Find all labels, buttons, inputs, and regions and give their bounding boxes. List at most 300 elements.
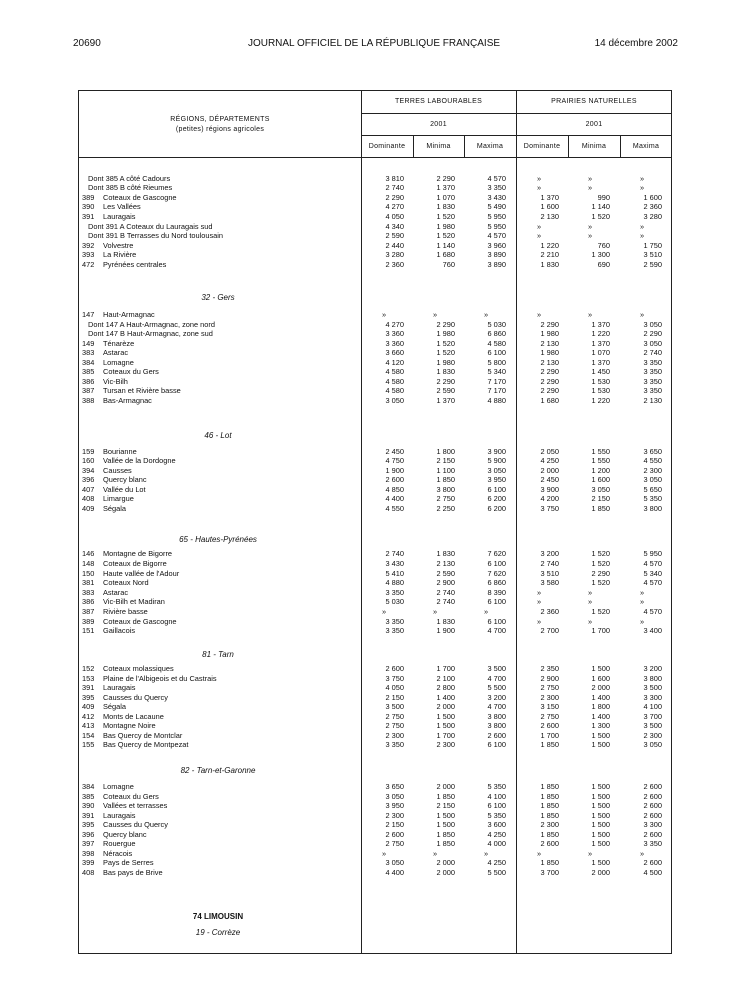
row-value: 2 000: [436, 868, 455, 877]
row-label: Dont 385 B côté Rieumes: [88, 183, 173, 192]
row-value: 1 850: [540, 801, 559, 810]
row-label: Ségala: [103, 504, 127, 513]
row-value: 4 570: [643, 607, 662, 616]
row-value: 6 100: [487, 348, 506, 357]
row-label: Causses: [103, 466, 132, 475]
row-value: 1 850: [436, 792, 455, 801]
row-value: 2 210: [540, 250, 559, 259]
table-row: [0, 367, 748, 377]
table-row: [0, 183, 748, 193]
row-value: 6 100: [487, 559, 506, 568]
row-label: Vallée de la Dordogne: [103, 456, 176, 465]
row-value: 1 850: [436, 830, 455, 839]
row-label: Ténarèze: [103, 339, 135, 348]
row-name: [103, 820, 356, 830]
section-correze: 19 - Corrèze: [195, 928, 241, 937]
row-value: 3 150: [540, 702, 559, 711]
row-name: [103, 348, 356, 358]
row-value: 2 290: [540, 386, 559, 395]
row-value: 1 520: [591, 607, 610, 616]
row-value: 4 120: [385, 358, 404, 367]
row-value: 2 600: [643, 801, 662, 810]
row-label: Plaine de l'Albigeois et du Castrais: [103, 674, 217, 683]
row-value: 5 500: [487, 868, 506, 877]
row-value: 1 830: [436, 617, 455, 626]
row-value: 1 200: [591, 466, 610, 475]
row-value: »: [381, 607, 387, 616]
row-value: 4 270: [385, 320, 404, 329]
row-value: 4 250: [487, 830, 506, 839]
row-value: 6 200: [487, 504, 506, 513]
row-name: [103, 801, 356, 811]
row-label: Bourianne: [103, 447, 137, 456]
leader-dots: [103, 818, 356, 819]
table-row: [0, 868, 748, 878]
row-label: Coteaux de Gascogne: [103, 617, 177, 626]
row-value: 3 360: [385, 329, 404, 338]
table-row: [0, 348, 748, 358]
row-code: 389: [82, 193, 95, 202]
leader-dots: [103, 595, 356, 596]
row-code: 153: [82, 674, 95, 683]
row-label: Dont 391 A Coteaux du Lauragais sud: [88, 222, 213, 231]
row-label: Haute vallée de l'Adour: [103, 569, 180, 578]
row-label: Montagne de Bigorre: [103, 549, 173, 558]
row-value: 2 150: [385, 693, 404, 702]
row-code: 396: [82, 475, 95, 484]
section-tarn-et-garonne: 82 - Tarn-et-Garonne: [180, 766, 256, 775]
row-value: 3 050: [643, 740, 662, 749]
row-label: Vic-Bilh: [103, 377, 128, 386]
row-value: 2 740: [385, 549, 404, 558]
row-value: 2 600: [487, 731, 506, 740]
row-code: 386: [82, 377, 95, 386]
row-value: »: [483, 849, 489, 858]
row-value: 3 430: [385, 559, 404, 568]
row-value: 1 500: [591, 830, 610, 839]
row-value: 1 100: [436, 466, 455, 475]
row-code: 413: [82, 721, 95, 730]
row-value: 1 520: [436, 231, 455, 240]
row-name: [103, 386, 356, 396]
row-value: 2 150: [385, 820, 404, 829]
row-code: 389: [82, 617, 95, 626]
row-value: 3 510: [540, 569, 559, 578]
row-value: 2 590: [436, 386, 455, 395]
row-value: 1 500: [436, 811, 455, 820]
row-value: 2 000: [436, 702, 455, 711]
row-value: 4 750: [385, 456, 404, 465]
row-value: 3 350: [487, 183, 506, 192]
row-value: 2 290: [436, 320, 455, 329]
row-label: Causses du Quercy: [103, 820, 168, 829]
row-value: 2 130: [540, 339, 559, 348]
header-line: [361, 135, 672, 136]
row-value: 1 600: [591, 674, 610, 683]
row-value: 4 400: [385, 494, 404, 503]
row-value: 1 530: [591, 386, 610, 395]
row-value: 2 150: [591, 494, 610, 503]
row-code: 152: [82, 664, 95, 673]
row-value: 1 600: [591, 475, 610, 484]
row-value: 3 400: [643, 626, 662, 635]
row-value: 2 130: [540, 212, 559, 221]
row-value: 1 850: [540, 811, 559, 820]
row-value: 3 300: [643, 820, 662, 829]
row-value: 3 350: [643, 839, 662, 848]
row-value: »: [587, 222, 593, 231]
row-code: 384: [82, 358, 95, 367]
row-label: Limargue: [103, 494, 134, 503]
leader-dots: [103, 248, 356, 249]
row-value: 1 850: [436, 839, 455, 848]
header-line: [361, 113, 672, 114]
row-label: Dont 147 B Haut-Armagnac, zone sud: [88, 329, 213, 338]
row-value: 1 980: [436, 358, 455, 367]
row-value: 1 370: [540, 193, 559, 202]
row-value: 1 980: [540, 348, 559, 357]
row-value: 1 370: [591, 358, 610, 367]
leader-dots: [103, 257, 356, 258]
row-value: »: [587, 588, 593, 597]
row-value: 1 850: [540, 740, 559, 749]
row-value: 2 050: [540, 447, 559, 456]
row-value: 5 340: [643, 569, 662, 578]
row-value: 4 050: [385, 683, 404, 692]
row-value: 3 350: [643, 358, 662, 367]
row-name: [103, 456, 356, 466]
table-row: [0, 396, 748, 406]
row-value: 1 370: [436, 183, 455, 192]
row-value: 1 520: [436, 339, 455, 348]
row-name: [103, 626, 356, 636]
row-code: 407: [82, 485, 95, 494]
row-value: 3 360: [385, 339, 404, 348]
section-lot: 46 - Lot: [204, 431, 232, 440]
row-label: Astarac: [103, 348, 129, 357]
row-name: [103, 310, 356, 320]
leader-dots: [103, 501, 356, 502]
row-value: 1 680: [436, 250, 455, 259]
row-value: 3 050: [385, 858, 404, 867]
group-terres: TERRES LABOURABLES: [394, 98, 483, 105]
row-value: 3 050: [385, 792, 404, 801]
section-limousin: 74 LIMOUSIN: [192, 912, 244, 921]
row-value: 2 290: [385, 193, 404, 202]
row-value: 2 800: [436, 683, 455, 692]
row-value: 6 100: [487, 485, 506, 494]
row-value: 1 220: [591, 329, 610, 338]
row-value: 1 530: [591, 377, 610, 386]
row-value: 1 500: [436, 721, 455, 730]
row-name: [103, 740, 356, 750]
row-value: 1 520: [436, 348, 455, 357]
row-value: 2 300: [643, 466, 662, 475]
leader-dots: [103, 384, 356, 385]
row-value: 1 370: [591, 339, 610, 348]
row-value: »: [536, 617, 542, 626]
row-code: 392: [82, 241, 95, 250]
row-label: Montagne Noire: [103, 721, 156, 730]
row-name: [103, 202, 356, 212]
row-value: 3 650: [385, 782, 404, 791]
row-value: 4 700: [487, 674, 506, 683]
row-value: 1 500: [591, 801, 610, 810]
row-code: 399: [82, 858, 95, 867]
row-value: 3 500: [643, 683, 662, 692]
table-row: [0, 549, 748, 559]
row-value: 4 400: [385, 868, 404, 877]
row-label: Monts de Lacaune: [103, 712, 164, 721]
row-value: 3 350: [385, 626, 404, 635]
row-value: 1 500: [591, 858, 610, 867]
page-number: 20690: [73, 38, 101, 49]
row-value: 2 700: [540, 626, 559, 635]
table-row: [0, 475, 748, 485]
row-label: Bas Quercy de Montpezat: [103, 740, 189, 749]
year-terres: 2001: [430, 121, 447, 128]
row-value: 1 370: [436, 396, 455, 405]
row-value: 4 580: [385, 367, 404, 376]
row-name: [103, 597, 356, 607]
row-value: 5 350: [487, 782, 506, 791]
row-name: [103, 702, 356, 712]
row-value: 4 570: [487, 174, 506, 183]
col-maxima: Maxima: [476, 143, 504, 150]
row-label: Lauragais: [103, 212, 136, 221]
row-code: 391: [82, 212, 95, 221]
row-label: Vallées et terrasses: [103, 801, 168, 810]
row-value: 2 750: [385, 839, 404, 848]
row-value: 5 350: [643, 494, 662, 503]
row-value: 2 350: [540, 664, 559, 673]
row-value: 5 350: [487, 811, 506, 820]
row-value: 3 810: [385, 174, 404, 183]
row-value: 5 950: [643, 549, 662, 558]
row-value: 2 750: [436, 494, 455, 503]
row-value: »: [483, 607, 489, 616]
row-value: »: [587, 231, 593, 240]
row-value: 5 500: [487, 683, 506, 692]
row-value: 1 550: [591, 447, 610, 456]
row-label: Dont 147 A Haut-Armagnac, zone nord: [88, 320, 215, 329]
row-value: 990: [597, 193, 610, 202]
row-value: 1 700: [436, 731, 455, 740]
table-row: [0, 456, 748, 466]
table-row: [0, 782, 748, 792]
row-label: Lomagne: [103, 782, 134, 791]
row-value: 7 620: [487, 549, 506, 558]
row-label: Lomagne: [103, 358, 134, 367]
row-value: »: [432, 310, 438, 319]
row-value: 7 170: [487, 377, 506, 386]
leader-dots: [103, 856, 356, 857]
row-value: »: [639, 617, 645, 626]
row-value: 1 850: [540, 830, 559, 839]
row-value: 3 050: [643, 475, 662, 484]
row-value: 4 550: [385, 504, 404, 513]
leader-dots: [103, 346, 356, 347]
row-value: 6 100: [487, 617, 506, 626]
row-value: 1 980: [540, 329, 559, 338]
row-label: Bas-Armagnac: [103, 396, 152, 405]
table-row: [0, 597, 748, 607]
row-name: [103, 212, 356, 222]
row-value: 4 570: [487, 231, 506, 240]
table-row: [0, 559, 748, 569]
group-prairies: PRAIRIES NATURELLES: [551, 98, 637, 105]
row-value: 2 740: [436, 588, 455, 597]
leader-dots: [103, 846, 356, 847]
row-value: 3 050: [385, 396, 404, 405]
row-name: [103, 868, 356, 878]
row-value: 2 130: [436, 559, 455, 568]
row-value: »: [639, 231, 645, 240]
row-value: 3 800: [436, 485, 455, 494]
row-value: 2 900: [436, 578, 455, 587]
row-value: 3 350: [643, 386, 662, 395]
row-value: 2 000: [540, 466, 559, 475]
row-value: 2 290: [540, 367, 559, 376]
row-name: [103, 782, 356, 792]
row-value: 4 250: [487, 858, 506, 867]
row-value: 7 620: [487, 569, 506, 578]
row-value: 1 850: [540, 858, 559, 867]
row-name: [103, 475, 356, 485]
row-name: [103, 607, 356, 617]
row-value: »: [587, 174, 593, 183]
row-value: 2 360: [385, 260, 404, 269]
row-value: 1 500: [436, 712, 455, 721]
row-code: 395: [82, 820, 95, 829]
row-value: 1 520: [436, 212, 455, 221]
row-value: 2 740: [436, 597, 455, 606]
row-value: 4 570: [643, 559, 662, 568]
row-value: 5 410: [385, 569, 404, 578]
table-row: [0, 578, 748, 588]
row-value: 1 500: [591, 731, 610, 740]
row-value: 4 570: [643, 578, 662, 587]
row-value: 1 700: [591, 626, 610, 635]
row-value: 3 050: [487, 466, 506, 475]
row-value: 5 950: [487, 222, 506, 231]
row-value: »: [483, 310, 489, 319]
table-row: [0, 310, 748, 320]
row-label: Néracois: [103, 849, 133, 858]
row-code: 386: [82, 597, 95, 606]
table-row: [0, 820, 748, 830]
table-row: [0, 858, 748, 868]
row-value: 1 370: [591, 320, 610, 329]
row-value: 3 500: [487, 664, 506, 673]
row-value: 3 280: [643, 212, 662, 221]
row-value: 2 450: [540, 475, 559, 484]
row-value: 1 850: [436, 475, 455, 484]
row-value: 1 500: [591, 782, 610, 791]
row-name: [103, 367, 356, 377]
row-value: 2 000: [591, 683, 610, 692]
row-value: 4 700: [487, 626, 506, 635]
row-name: [103, 858, 356, 868]
table-row: [0, 202, 748, 212]
row-code: 150: [82, 569, 95, 578]
row-value: 5 900: [487, 456, 506, 465]
table-row: [0, 702, 748, 712]
row-value: 4 580: [487, 339, 506, 348]
row-value: 1 220: [591, 396, 610, 405]
leader-dots: [103, 365, 356, 366]
table-row: [0, 801, 748, 811]
row-value: 1 520: [591, 549, 610, 558]
row-value: 2 750: [540, 683, 559, 692]
row-value: 2 360: [643, 202, 662, 211]
table-row: [0, 504, 748, 514]
row-name: [103, 578, 356, 588]
row-code: 387: [82, 386, 95, 395]
row-value: 4 100: [643, 702, 662, 711]
col-minima: Minima: [426, 143, 451, 150]
table-row: [0, 683, 748, 693]
row-value: 2 100: [436, 674, 455, 683]
row-value: 2 600: [385, 475, 404, 484]
row-value: 6 100: [487, 597, 506, 606]
row-value: 3 960: [487, 241, 506, 250]
row-value: 760: [442, 260, 455, 269]
row-value: 4 250: [540, 456, 559, 465]
table-row: [0, 231, 748, 241]
row-value: 2 150: [436, 801, 455, 810]
row-value: 4 200: [540, 494, 559, 503]
row-value: »: [536, 174, 542, 183]
row-label: Les Vallées: [103, 202, 141, 211]
row-code: 409: [82, 702, 95, 711]
row-value: 4 880: [385, 578, 404, 587]
table-row: [0, 250, 748, 260]
row-value: 2 300: [643, 731, 662, 740]
table-row: [0, 329, 748, 339]
row-value: 3 800: [487, 712, 506, 721]
row-label: Gaillacois: [103, 626, 136, 635]
row-value: 6 200: [487, 494, 506, 503]
row-value: 2 590: [643, 260, 662, 269]
row-label: Bas pays de Brive: [103, 868, 163, 877]
row-value: 3 900: [540, 485, 559, 494]
row-value: 1 700: [436, 664, 455, 673]
row-name: [103, 504, 356, 514]
row-value: 1 400: [591, 712, 610, 721]
row-name: [88, 329, 356, 339]
row-value: 1 850: [540, 782, 559, 791]
row-value: 3 750: [385, 674, 404, 683]
row-value: 4 100: [487, 792, 506, 801]
row-label: Volvestre: [103, 241, 134, 250]
row-value: 3 890: [487, 260, 506, 269]
row-value: 3 890: [487, 250, 506, 259]
row-name: [103, 260, 356, 270]
row-value: 3 900: [487, 447, 506, 456]
row-code: 412: [82, 712, 95, 721]
row-value: »: [639, 310, 645, 319]
row-value: 2 750: [385, 721, 404, 730]
row-value: 2 600: [643, 782, 662, 791]
row-value: 3 700: [643, 712, 662, 721]
row-value: 1 830: [540, 260, 559, 269]
row-value: 1 500: [591, 664, 610, 673]
row-code: 383: [82, 588, 95, 597]
row-value: 2 150: [436, 456, 455, 465]
row-value: »: [536, 588, 542, 597]
row-value: 4 700: [487, 702, 506, 711]
